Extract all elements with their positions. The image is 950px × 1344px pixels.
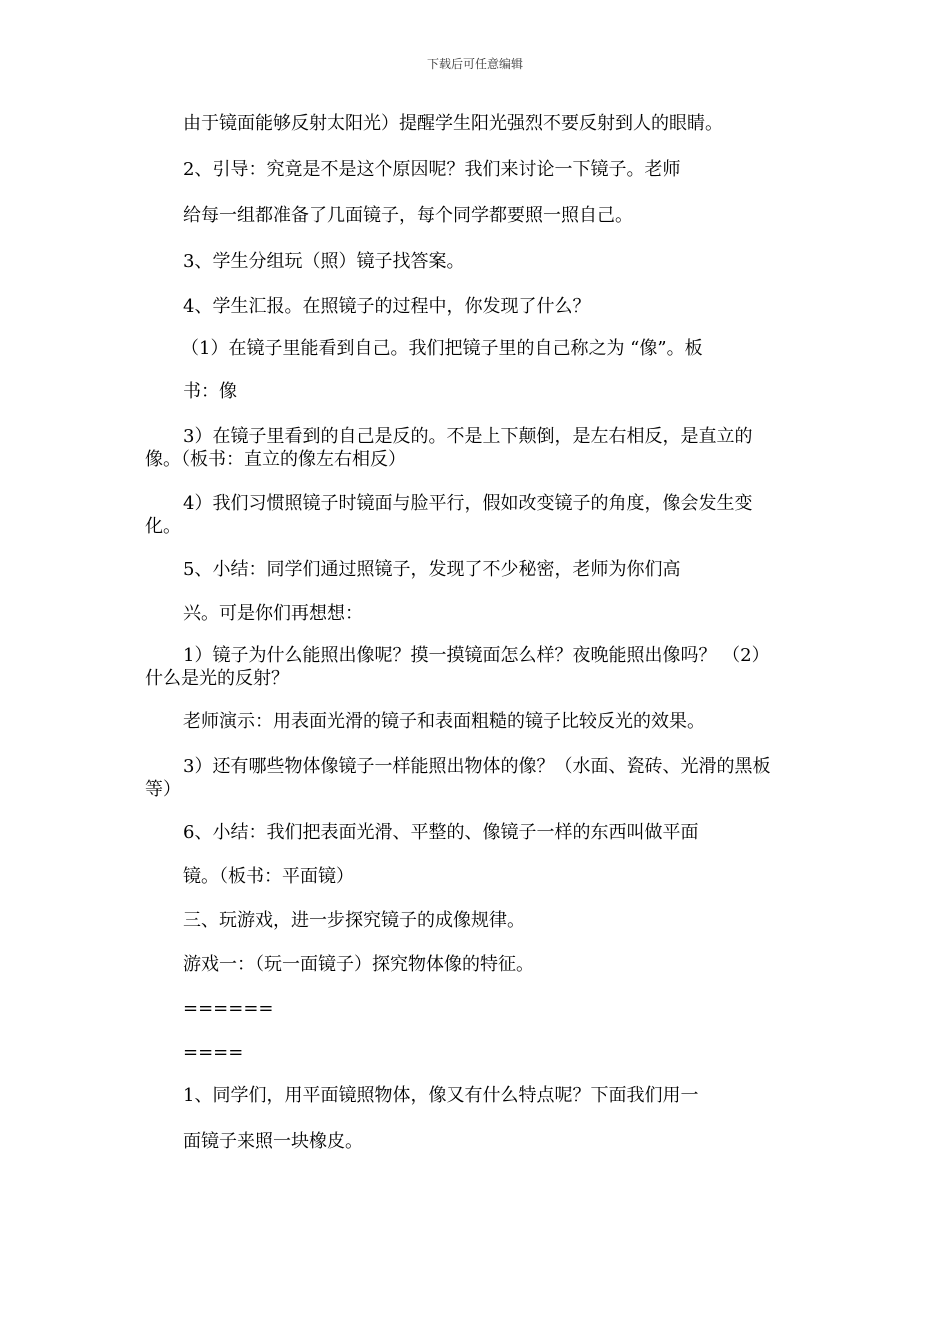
paragraph-line: 像。（板书：直立的像左右相反） [145,449,406,470]
paragraph-line: 化。 [145,516,181,537]
paragraph: 6、小结：我们把表面光滑、平整的、像镜子一样的东西叫做平面 [183,822,699,843]
paragraph: 由于镜面能够反射太阳光）提醒学生阳光强烈不要反射到人的眼睛。 [183,113,723,134]
paragraph: 给每一组都准备了几面镜子，每个同学都要照一照自己。 [183,205,633,226]
separator-text: ==== [183,1042,244,1063]
paragraph: 三、玩游戏，进一步探究镜子的成像规律。 [183,910,525,931]
paragraph: （1）在镜子里能看到自己。我们把镜子里的自己称之为 “像”。板 [181,338,703,359]
paragraph: 镜。（板书：平面镜） [183,866,354,887]
paragraph: 5、小结：同学们通过照镜子，发现了不少秘密，老师为你们高 [183,559,681,580]
paragraph-line: 什么是光的反射？ [145,668,289,689]
paragraph: 1、同学们，用平面镜照物体，像又有什么特点呢？下面我们用一 [183,1085,699,1106]
paragraph: 3、学生分组玩（照）镜子找答案。 [183,251,465,272]
paragraph-line: 4）我们习惯照镜子时镜面与脸平行，假如改变镜子的角度，像会发生变 [183,493,753,514]
paragraph: 兴。可是你们再想想： [183,603,363,624]
paragraph-line: 1）镜子为什么能照出像呢？摸一摸镜面怎么样？夜晚能照出像吗？ （2） [183,645,770,666]
paragraph: 面镜子来照一块橡皮。 [183,1131,363,1152]
paragraph-line: 3）还有哪些物体像镜子一样能照出物体的像？（水面、瓷砖、光滑的黑板 [183,756,771,777]
paragraph-line: 3）在镜子里看到的自己是反的。不是上下颠倒，是左右相反，是直立的 [183,426,753,447]
paragraph: 2、引导：究竟是不是这个原因呢？我们来讨论一下镜子。老师 [183,159,681,180]
paragraph-line: 等） [145,779,181,800]
paragraph: 4、学生汇报。在照镜子的过程中，你发现了什么？ [183,296,591,317]
paragraph: 书：像 [183,381,237,402]
separator-text: ====== [183,998,274,1019]
paragraph: 游戏一：（玩一面镜子）探究物体像的特征。 [183,954,534,975]
paragraph: 老师演示：用表面光滑的镜子和表面粗糙的镜子比较反光的效果。 [183,711,705,732]
page-header: 下载后可任意编辑 [426,57,523,71]
